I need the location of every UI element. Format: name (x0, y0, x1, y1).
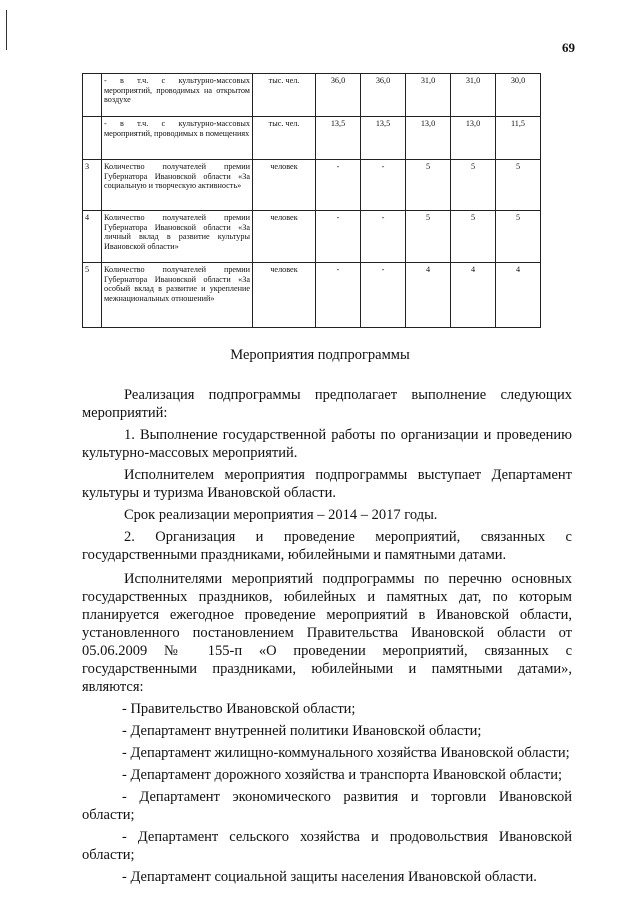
executor-list-item: - Департамент социальной защиты населения Ивановской области. (122, 869, 537, 885)
table-row (83, 263, 541, 328)
indicator-name-cell: - в т.ч. с культурно-массовых мероприятий, проводимых в помещениях (102, 117, 253, 160)
paragraph-executor-1: Исполнителем мероприятия подпрограммы выступает Департамент культуры и туризма Ивановской области. (82, 467, 572, 501)
paragraph-term: Срок реализации мероприятия – 2014 – 2017 годы. (124, 507, 438, 523)
section-title: Мероприятия подпрограммы (230, 347, 410, 363)
row-number-cell (83, 117, 102, 160)
indicator-name-cell: Количество получателей премии Губернатора Ивановской области «За особый вклад в развитие и укрепление межнациональных отношений» (102, 263, 253, 328)
value-cell: 5 (451, 211, 496, 263)
executor-list-item: - Департамент жилищно-коммунального хозяйства Ивановской области; (122, 745, 570, 761)
table-row (83, 117, 541, 160)
table-row (83, 160, 541, 211)
unit-cell: человек (253, 160, 316, 211)
value-cell: 13,0 (406, 117, 451, 160)
value-cell: 5 (406, 160, 451, 211)
table-row (83, 211, 541, 263)
value-cell: - (316, 263, 361, 328)
paragraph-intro: Реализация подпрограммы предполагает выполнение следующих мероприятий: (82, 387, 572, 421)
indicator-name-cell: - в т.ч. с культурно-массовых мероприятий, проводимых на открытом воздухе (102, 74, 253, 117)
value-cell: 5 (496, 160, 541, 211)
paragraph-item-1: 1. Выполнение государственной работы по организации и проведению культурно-массовых мероприятий. (82, 427, 572, 461)
value-cell: 4 (496, 263, 541, 328)
value-cell: 30,0 (496, 74, 541, 117)
executor-list-item: - Департамент внутренней политики Ивановской области; (122, 723, 482, 739)
indicator-name-cell: Количество получателей премии Губернатора Ивановской области «За личный вклад в развитие культуры Ивановской области» (102, 211, 253, 263)
paragraph-item-2: 2. Организация и проведение мероприятий, связанных с государственными праздниками, юбилейными и памятными датами. (82, 529, 572, 563)
value-cell: - (361, 160, 406, 211)
executor-list-item: - Правительство Ивановской области; (122, 701, 356, 717)
value-cell: 36,0 (361, 74, 406, 117)
value-cell: - (361, 211, 406, 263)
scan-edge-mark (6, 10, 7, 50)
value-cell: 5 (451, 160, 496, 211)
unit-cell: человек (253, 211, 316, 263)
value-cell: 5 (496, 211, 541, 263)
paragraph-executors-intro: Исполнителями мероприятий подпрограммы по перечню основных государственных праздников, юбилейных и памятных дат, по которым планируется ежегодное проведение мероприятий в Ивановской области, установленного постановлением Правительства Ивановской области от 05.06.2009 № 155-п «О проведении мероприятий, связанных с государственными праздниками, юбилейными и памятными датами», являются: (82, 571, 572, 695)
value-cell: 5 (406, 211, 451, 263)
page-number: 69 (562, 40, 575, 55)
table-row (83, 74, 541, 117)
indicators-table (82, 73, 541, 328)
row-number-cell: 4 (83, 211, 102, 263)
row-number-cell: 5 (83, 263, 102, 328)
body-text (82, 386, 572, 886)
value-cell: 4 (451, 263, 496, 328)
row-number-cell: 3 (83, 160, 102, 211)
value-cell: - (361, 263, 406, 328)
value-cell: 4 (406, 263, 451, 328)
indicator-name-cell: Количество получателей премии Губернатора Ивановской области «За социальную и творческую активность» (102, 160, 253, 211)
value-cell: - (316, 211, 361, 263)
executor-list-item: - Департамент экономического развития и торговли Ивановской области; (82, 789, 572, 823)
unit-cell: тыс. чел. (253, 117, 316, 160)
value-cell: 13,5 (316, 117, 361, 160)
value-cell: 36,0 (316, 74, 361, 117)
value-cell: 11,5 (496, 117, 541, 160)
executor-list-item: - Департамент дорожного хозяйства и транспорта Ивановской области; (122, 767, 562, 783)
value-cell: 13,0 (451, 117, 496, 160)
row-number-cell (83, 74, 102, 117)
value-cell: 31,0 (406, 74, 451, 117)
value-cell: 31,0 (451, 74, 496, 117)
executor-list-item: - Департамент сельского хозяйства и продовольствия Ивановской области; (82, 829, 572, 863)
unit-cell: тыс. чел. (253, 74, 316, 117)
unit-cell: человек (253, 263, 316, 328)
value-cell: - (316, 160, 361, 211)
value-cell: 13,5 (361, 117, 406, 160)
